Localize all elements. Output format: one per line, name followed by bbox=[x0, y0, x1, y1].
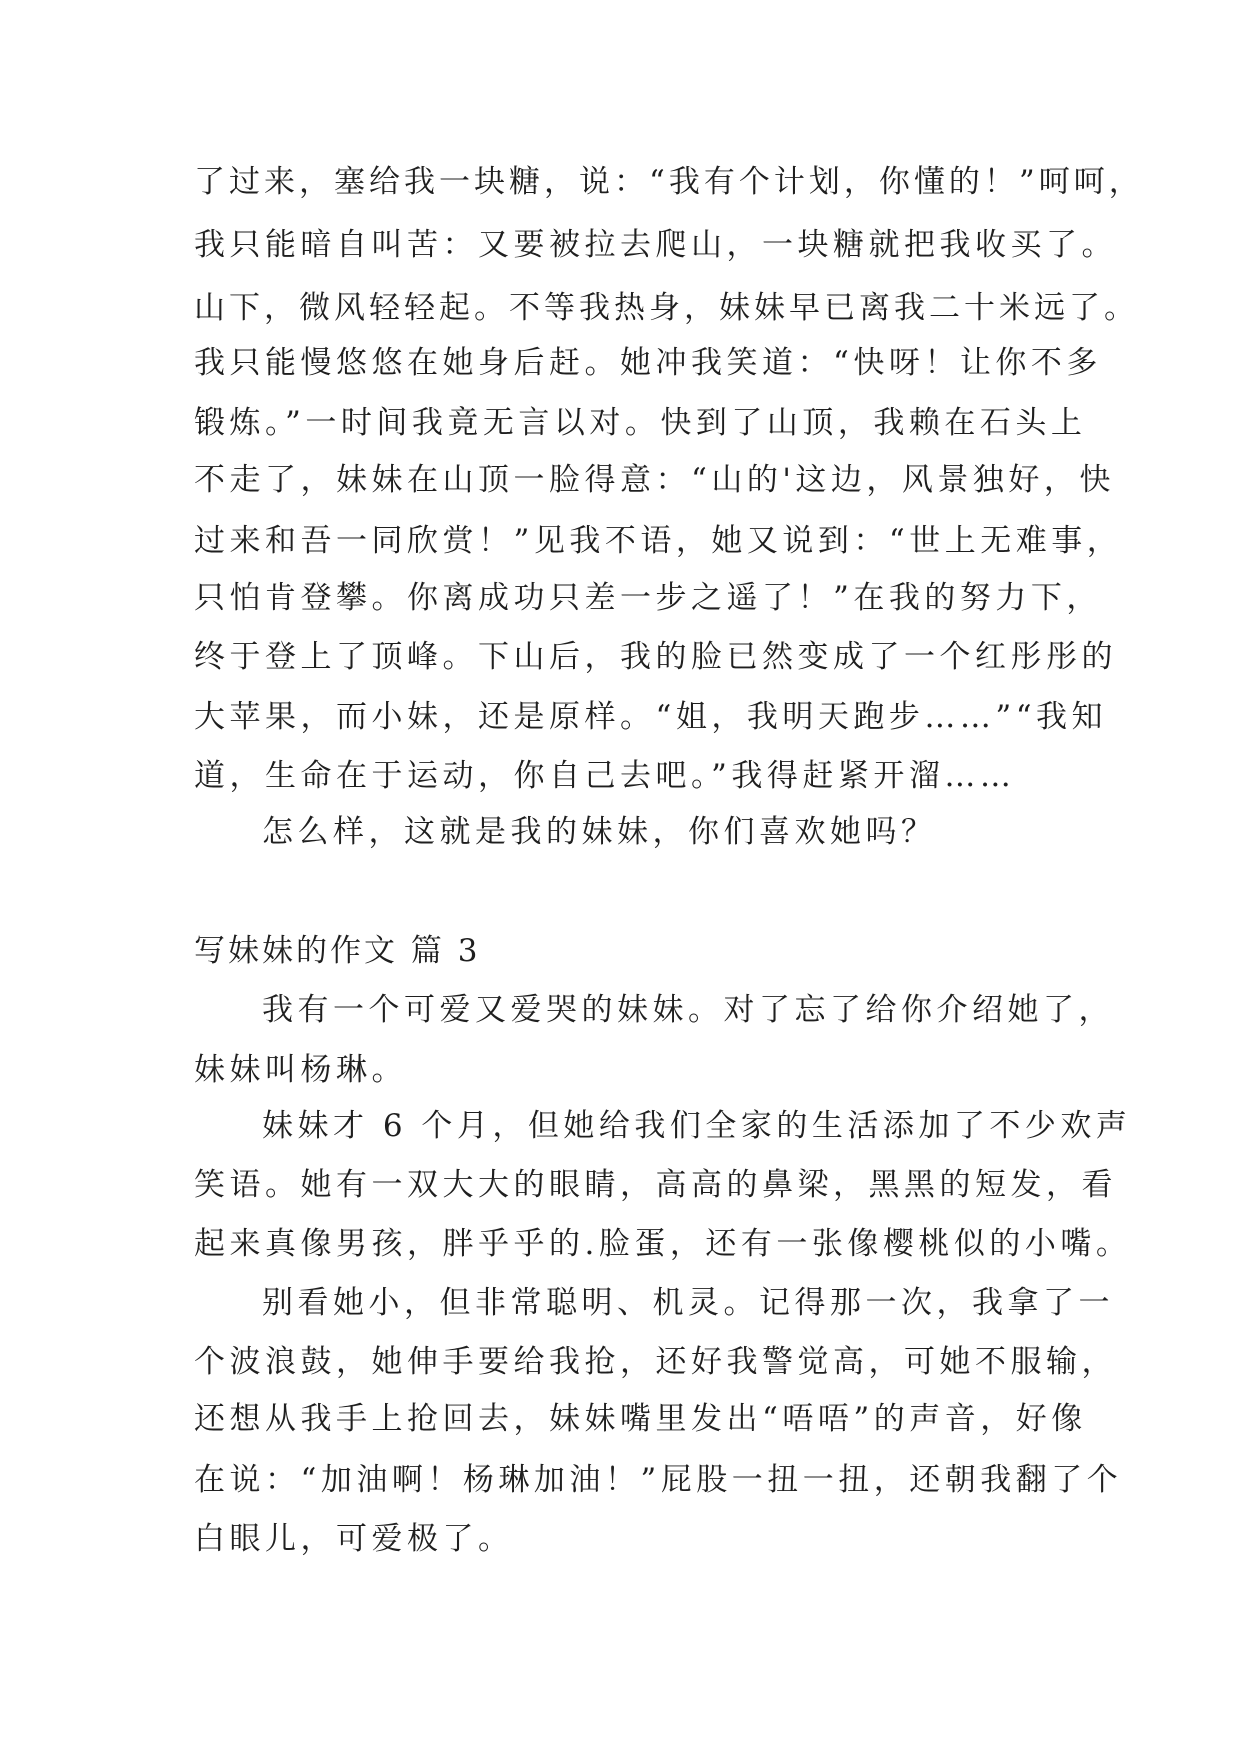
text-line: 终于登上了顶峰。下山后，我的脸已然变成了一个红彤彤的 bbox=[194, 639, 1117, 675]
text-line: 不走了，妹妹在山顶一脸得意：“山的'这边，风景独好，快 bbox=[194, 462, 1115, 498]
text-line: 个波浪鼓，她伸手要给我抢，还好我警觉高，可她不服输， bbox=[194, 1344, 1117, 1380]
text-line: 只怕肯登攀。你离成功只差一步之遥了！”在我的努力下， bbox=[194, 580, 1102, 616]
text-line: 起来真像男孩，胖乎乎的.脸蛋，还有一张像樱桃似的小嘴。 bbox=[194, 1226, 1132, 1262]
text-line: 道，生命在于运动，你自己去吧。”我得赶紧开溜…… bbox=[194, 758, 1016, 794]
text-line: 笑语。她有一双大大的眼睛，高高的鼻梁，黑黑的短发，看 bbox=[194, 1167, 1117, 1203]
text-line: 妹妹叫杨琳。 bbox=[194, 1052, 407, 1088]
section-heading: 写妹妹的作文 篇 3 bbox=[194, 933, 481, 969]
paragraph-first-line: 别看她小，但非常聪明、机灵。记得那一次，我拿了一 bbox=[262, 1285, 1114, 1321]
text-line: 在说：“加油啊！杨琳加油！”屁股一扭一扭，还朝我翻了个 bbox=[194, 1462, 1123, 1498]
text-line: 大苹果，而小妹，还是原样。“姐，我明天跑步……”“我知 bbox=[194, 699, 1108, 735]
text-line: 山下，微风轻轻起。不等我热身，妹妹早已离我二十米远了。 bbox=[194, 290, 1139, 326]
text-line: 过来和吾一同欣赏！”见我不语，她又说到：“世上无难事， bbox=[194, 523, 1123, 559]
text-line: 白眼儿，可爱极了。 bbox=[194, 1521, 514, 1557]
text-line: 我只能慢悠悠在她身后赶。她冲我笑道：“快呀！让你不多 bbox=[194, 345, 1102, 381]
text-line: 了过来，塞给我一块糖，说：“我有个计划，你懂的！”呵呵， bbox=[194, 164, 1144, 200]
paragraph-first-line: 妹妹才 6 个月，但她给我们全家的生活添加了不少欢声 bbox=[262, 1108, 1132, 1144]
text-line: 我只能暗自叫苦：又要被拉去爬山，一块糖就把我收买了。 bbox=[194, 227, 1117, 263]
paragraph-first-line: 我有一个可爱又爱哭的妹妹。对了忘了给你介绍她了， bbox=[262, 992, 1114, 1028]
text-line: 锻炼。”一时间我竟无言以对。快到了山顶，我赖在石头上 bbox=[194, 405, 1087, 441]
paragraph-first-line: 怎么样，这就是我的妹妹，你们喜欢她吗？ bbox=[262, 814, 937, 850]
text-line: 还想从我手上抢回去，妹妹嘴里发出“唔唔”的声音，好像 bbox=[194, 1401, 1087, 1437]
